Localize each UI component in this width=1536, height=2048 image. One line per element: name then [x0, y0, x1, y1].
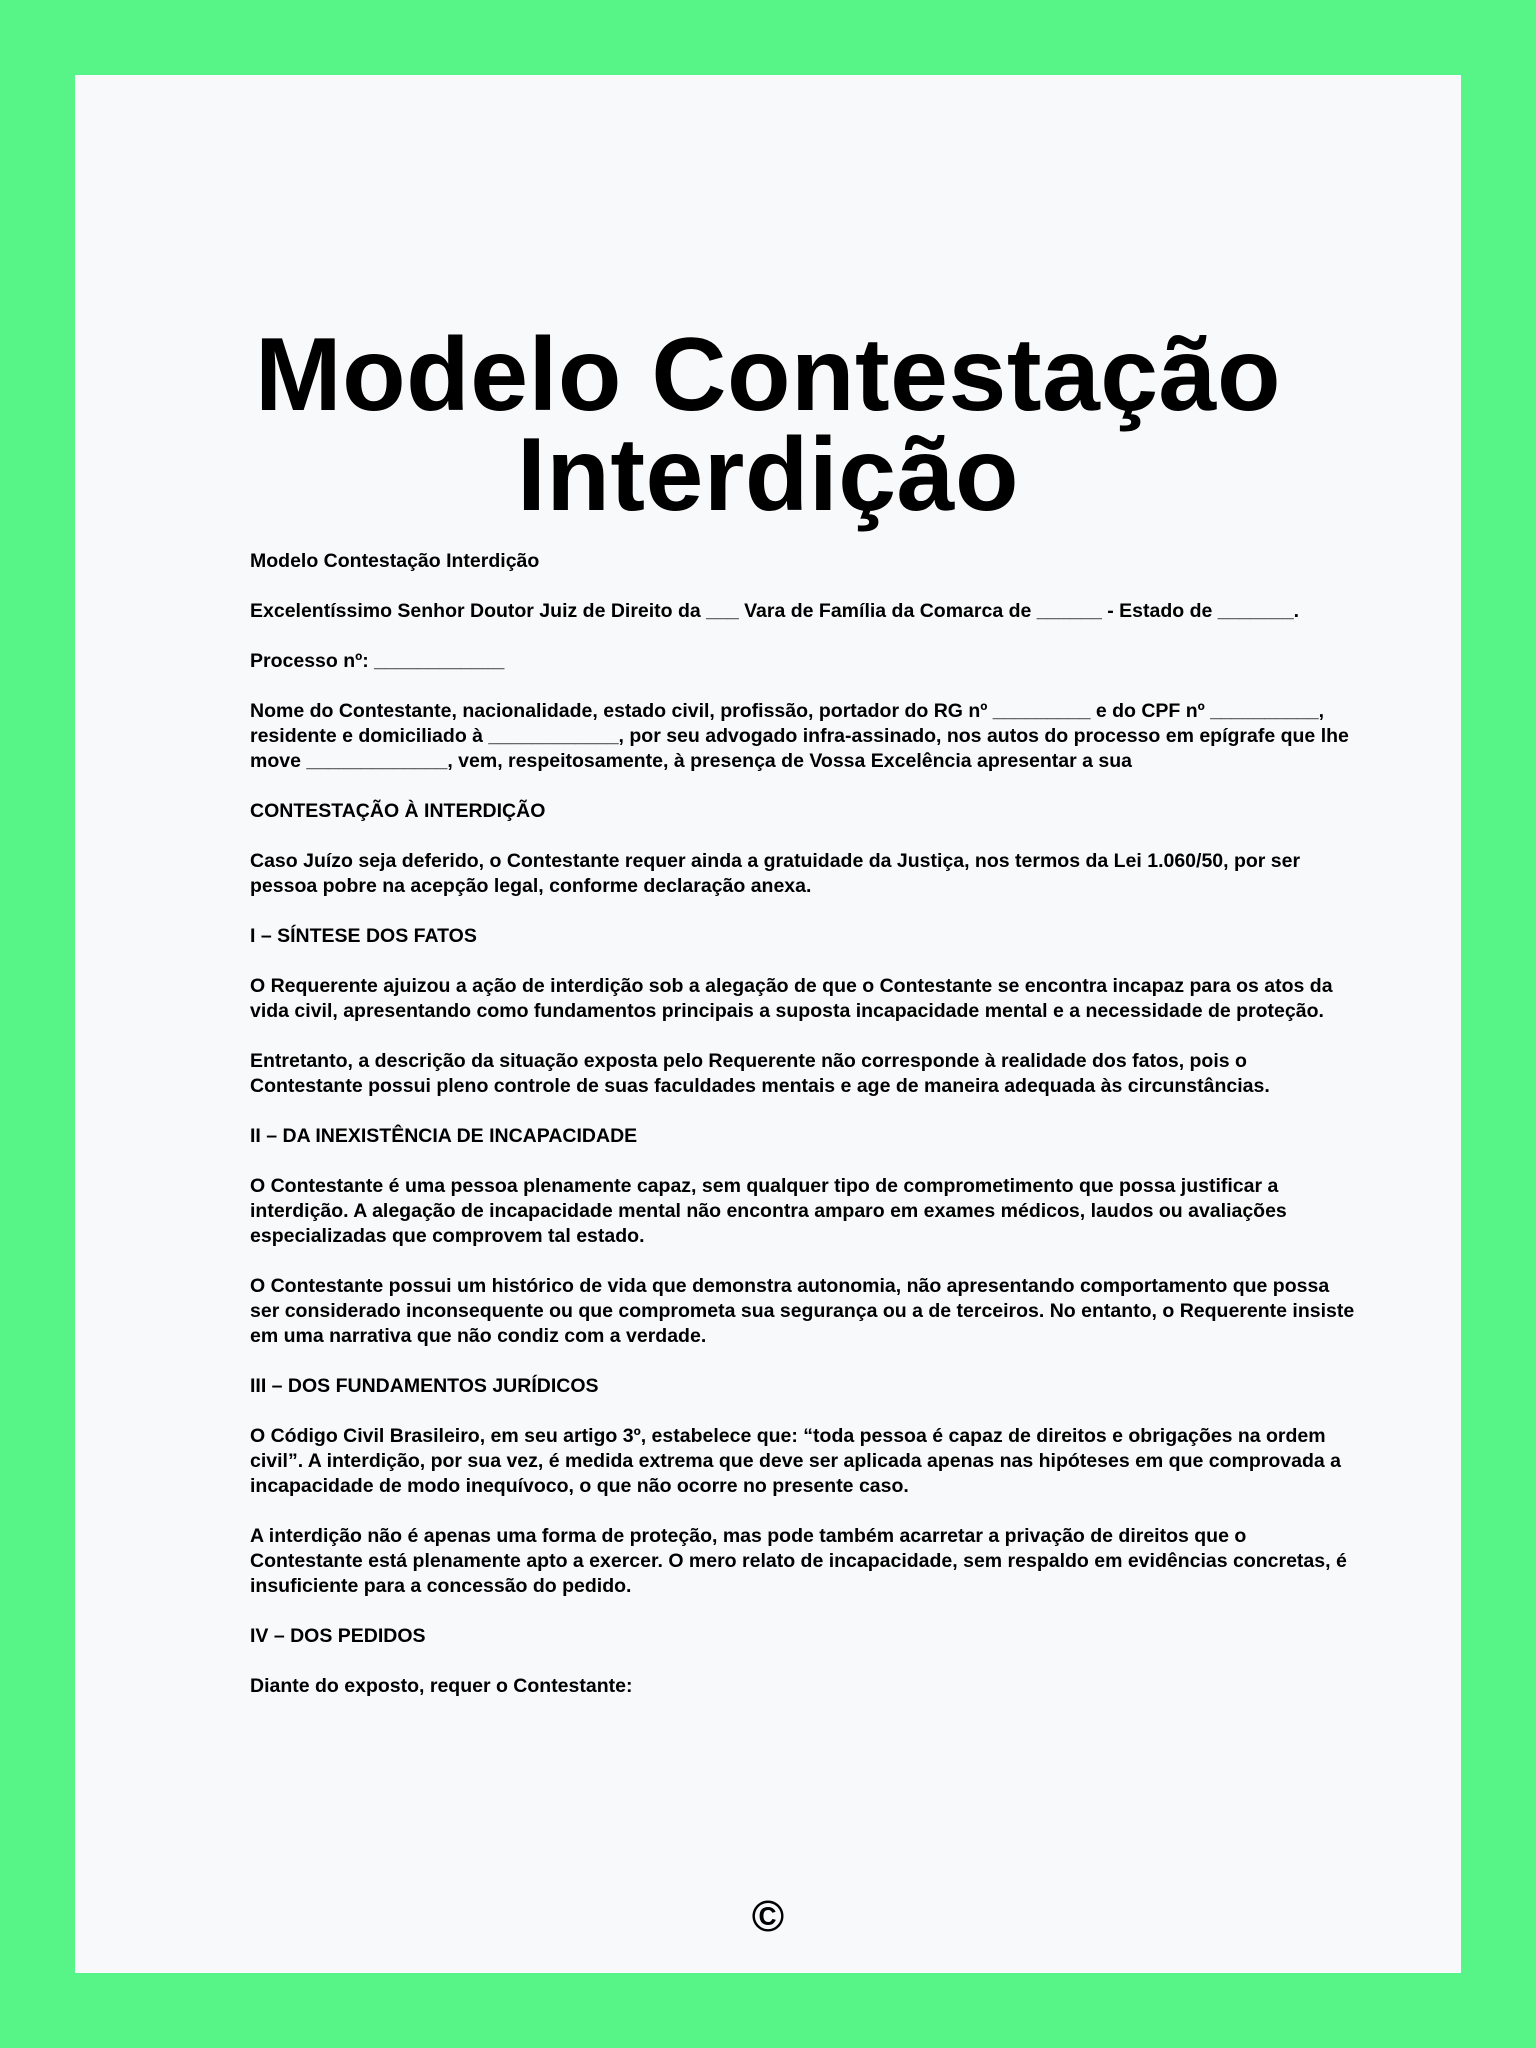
section-heading-pedidos: IV – DOS PEDIDOS: [250, 1625, 426, 1647]
facts-paragraph-1: O Requerente ajuizou a ação de interdição sob a alegação de que o Contestante se encontra incapaz para os atos da vida civil, apresentando como fundamentos principais a suposta incapacidade mental e a necessidade de proteção.: [250, 975, 1333, 1022]
legal-paragraph-1: O Código Civil Brasileiro, em seu artigo 3º, estabelece que: “toda pessoa é capaz de direitos e obrigações na ordem civil”. A interdição, por sua vez, é medida extrema que deve ser aplicada apenas nas hipóteses em que comprovada a incapacidade de modo inequívoco, o que não ocorre no presente caso.: [250, 1425, 1341, 1497]
copyright-icon: ©: [751, 1892, 785, 1941]
section-heading-sintese: I – SÍNTESE DOS FATOS: [250, 925, 477, 947]
requests-intro: Diante do exposto, requer o Contestante:: [250, 1675, 633, 1697]
document-title: [75, 317, 1461, 533]
document-body: [250, 549, 1360, 1724]
capacity-paragraph-1: O Contestante é uma pessoa plenamente capaz, sem qualquer tipo de comprometimento que possa justificar a interdição. A alegação de incapacidade mental não encontra amparo em exames médicos, laudos ou avaliações especializadas que comprovem tal estado.: [250, 1175, 1287, 1247]
facts-paragraph-2: Entretanto, a descrição da situação exposta pelo Requerente não corresponde à realidade dos fatos, pois o Contestante possui pleno controle de suas faculdades mentais e age de maneira adequada às circunstâncias.: [250, 1050, 1270, 1097]
qualification-paragraph: Nome do Contestante, nacionalidade, estado civil, profissão, portador do RG nº _________ e do CPF nº __________, residente e domiciliado à ____________, por seu advogado infra-assinado, nos autos do processo em epígrafe que lhe move _____________, vem, respeitosamente, à presença de Vossa Excelência apresentar a sua: [250, 700, 1349, 772]
section-heading-fundamentos: III – DOS FUNDAMENTOS JURÍDICOS: [250, 1375, 599, 1397]
document-page: [75, 75, 1461, 1973]
capacity-paragraph-2: O Contestante possui um histórico de vida que demonstra autonomia, não apresentando comportamento que possa ser considerado inconsequente ou que comprometa sua segurança ou a de terceiros. No entanto, o Requerente insiste em uma narrativa que não condiz com a verdade.: [250, 1275, 1355, 1347]
legal-paragraph-2: A interdição não é apenas uma forma de proteção, mas pode também acarretar a privação de direitos que o Contestante está plenamente apto a exercer. O mero relato de incapacidade, sem respaldo em evidências concretas, é insuficiente para a concessão do pedido.: [250, 1525, 1347, 1597]
section-heading-incapacidade: II – DA INEXISTÊNCIA DE INCAPACIDADE: [250, 1125, 638, 1147]
title-line-2: Interdição: [517, 417, 1019, 533]
process-number: Processo nº: ____________: [250, 650, 505, 672]
section-heading-contestacao: CONTESTAÇÃO À INTERDIÇÃO: [250, 800, 546, 822]
addressee-paragraph: Excelentíssimo Senhor Doutor Juiz de Direito da ___ Vara de Família da Comarca de ______ - Estado de _______.: [250, 600, 1300, 622]
title-line-1: Modelo Contestação: [255, 317, 1281, 433]
gratuity-paragraph: Caso Juízo seja deferido, o Contestante requer ainda a gratuidade da Justiça, nos termos da Lei 1.060/50, por ser pessoa pobre na acepção legal, conforme declaração anexa.: [250, 850, 1301, 897]
doc-subtitle: Modelo Contestação Interdição: [250, 550, 540, 572]
